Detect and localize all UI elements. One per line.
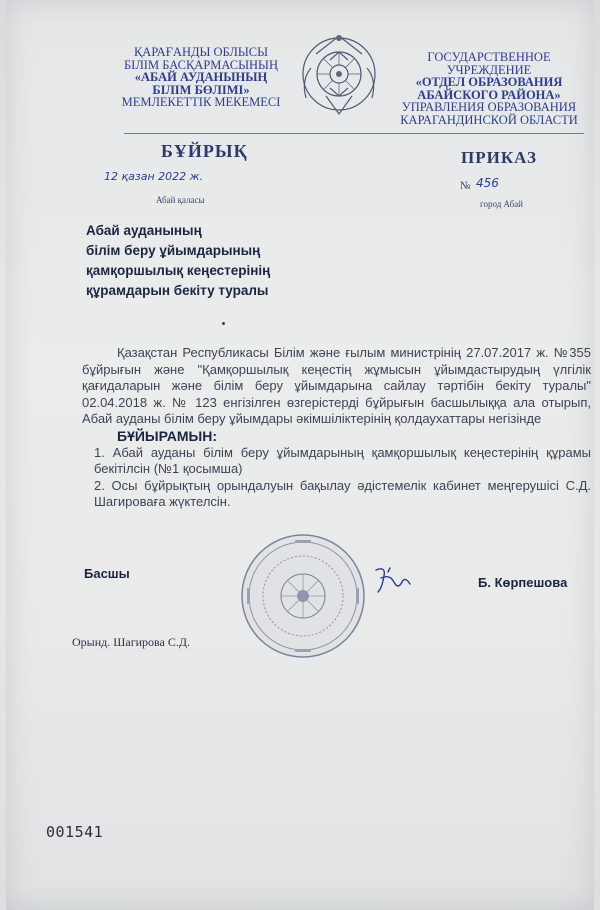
state-emblem-icon <box>296 30 382 122</box>
header-left-line: БІЛІМ БӨЛІМІ» <box>152 82 250 97</box>
serial-number: 001541 <box>46 823 104 841</box>
signatory-name: Б. Көрпешова <box>478 575 568 590</box>
order-word: БҰЙЫРАМЫН: <box>117 427 217 444</box>
document-page <box>6 0 594 910</box>
executor-note: Орынд. Шагирова С.Д. <box>72 635 191 649</box>
ink-speck <box>222 322 225 325</box>
handwritten-signature <box>372 562 418 598</box>
document-title-ru: ПРИКАЗ <box>461 148 537 167</box>
order-item-1: 1. Абай ауданы білім беру ұйымдарының қамқоршылық кеңестерінің құрамы бекітілсін (№1 қосымша) <box>94 444 591 477</box>
subject-line: қамқоршылық кеңестерінің <box>86 263 271 278</box>
header-right-line: ГОСУДАРСТВЕННОЕ УЧРЕЖДЕНИЕ <box>427 50 551 77</box>
header-right-line: АБАЙСКОГО РАЙОНА» <box>417 87 561 102</box>
header-left-line: БІЛІМ БАСҚАРМАСЫНЫҢ <box>123 57 278 72</box>
header-right-line: УПРАВЛЕНИЯ ОБРАЗОВАНИЯ <box>401 100 577 114</box>
order-body <box>82 345 591 511</box>
subject-line: Абай ауданының <box>86 223 202 238</box>
official-seal-icon <box>239 532 367 660</box>
handwritten-number: 456 <box>476 176 499 190</box>
header-right-line: КАРАГАНДИНСКОЙ ОБЛАСТИ <box>400 112 578 127</box>
number-label: № <box>460 180 471 192</box>
header-right-line: «ОТДЕЛ ОБРАЗОВАНИЯ <box>415 75 563 89</box>
place-kz: Абай қаласы <box>156 195 205 205</box>
header-divider <box>124 133 584 134</box>
header-left-kz <box>101 46 301 109</box>
place-ru: город Абай <box>480 199 523 209</box>
subject-line: құрамдарын бекіту туралы <box>86 283 269 298</box>
preamble-text: Қазақстан Республикасы Білім және ғылым министрінің 27.07.2017 ж. №355 бұйрығын және "Қамқоршылық кеңестің жұмысын ұйымдастырудың үлгілік қағидаларын және білім беру ұйымдарына сайлау тәртібін бекіту туралы" 02.04.2018 ж. № 123 енгізілген өзгерістерді бұйрығын басшылыққа ала отырып, Абай ауданы білім беру ұйымдары әкімшіліктерінің қолдаухаттары негізінде <box>82 345 591 427</box>
handwritten-date: 12 қазан 2022 ж. <box>104 170 204 183</box>
header-left-line: ҚАРАҒАНДЫ ОБЛЫСЫ <box>133 45 269 59</box>
signatory-position: Басшы <box>84 566 130 581</box>
header-right-ru <box>389 51 589 126</box>
subject-line: білім беру ұйымдарының <box>86 243 261 258</box>
document-title-kz: БҰЙРЫҚ <box>161 141 248 161</box>
order-item-2: 2. Осы бұйрықтың орындалуын бақылау әдістемелік кабинет меңгерушісі С.Д. Шагироваға жүктелсін. <box>94 477 591 510</box>
order-subject <box>86 221 270 301</box>
header-left-line: «АБАЙ АУДАНЫНЫҢ <box>134 70 268 84</box>
header-left-line: МЕМЛЕКЕТТІК МЕКЕМЕСІ <box>121 95 281 109</box>
